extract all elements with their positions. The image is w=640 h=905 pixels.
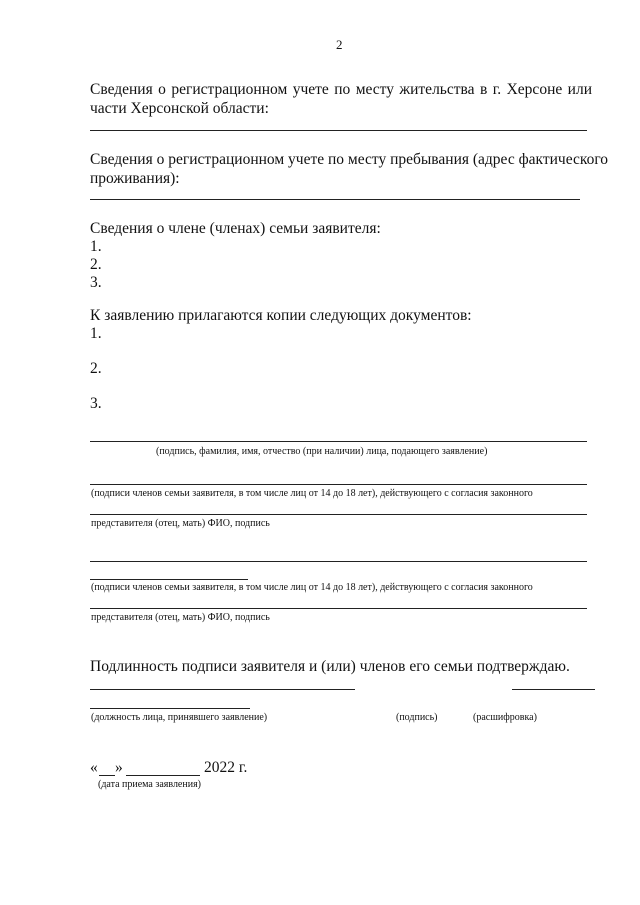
family-item-3: 3. (90, 274, 102, 291)
documents-item-2: 2. (90, 360, 102, 377)
family-item-1: 1. (90, 238, 102, 255)
confirmation-line-right[interactable] (512, 689, 595, 690)
confirmation-line-left[interactable] (90, 689, 355, 690)
applicant-signature-caption: (подпись, фамилия, имя, отчество (при наличии) лица, подающего заявление) (156, 446, 488, 457)
position-line[interactable] (90, 708, 250, 709)
family-signature-line-1b[interactable] (90, 514, 587, 515)
family-heading: Сведения о члене (членах) семьи заявителя: (90, 220, 381, 237)
family-item-2: 2. (90, 256, 102, 273)
residence-label-line2: части Херсонской области: (90, 100, 269, 117)
family-signature-line-1[interactable] (90, 484, 587, 485)
date-month-line[interactable] (126, 775, 200, 776)
family-signature-line-2-short[interactable] (90, 579, 248, 580)
date-quote-close: » (115, 759, 123, 776)
signature-caption: (подпись) (396, 712, 438, 723)
date-quote-open: « (90, 759, 98, 776)
residence-label-line1: Сведения о регистрационном учете по месту жительства в г. Херсоне или (90, 81, 592, 98)
date-caption: (дата приема заявления) (98, 779, 202, 790)
stay-label-line1: Сведения о регистрационном учете по месту пребывания (адрес фактического (90, 151, 609, 168)
residence-field-line[interactable] (90, 130, 587, 131)
confirmation-text: Подлинность подписи заявителя и (или) членов его семьи подтверждаю. (90, 658, 570, 675)
family-signature-caption-1a: (подписи членов семьи заявителя, в том числе лиц от 14 до 18 лет), действующего с согласия законного (91, 488, 533, 499)
page-number: 2 (336, 37, 343, 52)
date-day-line[interactable] (99, 775, 115, 776)
position-caption: (должность лица, принявшего заявление) (91, 712, 268, 723)
documents-heading: К заявлению прилагаются копии следующих документов: (90, 307, 472, 324)
decoding-caption: (расшифровка) (473, 712, 537, 723)
family-signature-caption-1b: представителя (отец, мать) ФИО, подпись (91, 518, 270, 529)
stay-label-line2: проживания): (90, 170, 180, 187)
family-signature-line-2b[interactable] (90, 608, 587, 609)
applicant-signature-line[interactable] (90, 441, 587, 442)
documents-item-3: 3. (90, 395, 102, 412)
family-signature-line-2[interactable] (90, 561, 587, 562)
date-year: 2022 г. (204, 759, 248, 776)
family-signature-caption-2b: представителя (отец, мать) ФИО, подпись (91, 612, 270, 623)
stay-field-line[interactable] (90, 199, 580, 200)
documents-item-1: 1. (90, 325, 102, 342)
family-signature-caption-2a: (подписи членов семьи заявителя, в том числе лиц от 14 до 18 лет), действующего с согласия законного (91, 582, 533, 593)
